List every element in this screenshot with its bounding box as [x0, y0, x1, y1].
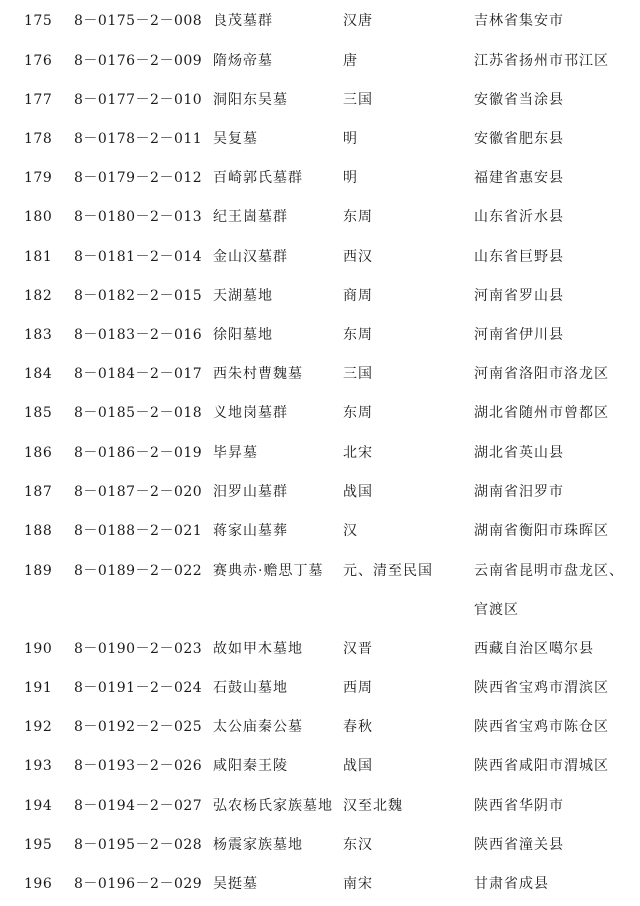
- table-row: [0, 560, 640, 582]
- site-code: 8－0179－2－012: [74, 170, 203, 186]
- table-row: [0, 873, 640, 895]
- site-code: 8－0185－2－018: [74, 405, 203, 421]
- table-row: [0, 677, 640, 699]
- table-row: [0, 795, 640, 817]
- table-row: [0, 285, 640, 307]
- site-era: 明: [343, 170, 358, 186]
- site-location: 云南省昆明市盘龙区、: [474, 563, 624, 579]
- row-number: 196: [24, 876, 53, 892]
- row-number: 187: [24, 484, 53, 500]
- site-name: 吴复墓: [213, 131, 258, 147]
- site-name: 赛典赤·赡思丁墓: [213, 563, 324, 579]
- table-row: [0, 167, 640, 189]
- site-era: 汉: [343, 523, 358, 539]
- site-era: 东汉: [343, 837, 373, 853]
- site-code: 8－0175－2－008: [74, 13, 203, 29]
- site-location: 山东省巨野县: [474, 249, 564, 265]
- site-era: 明: [343, 131, 358, 147]
- row-number: 183: [24, 327, 53, 343]
- site-era: 东周: [343, 327, 373, 343]
- site-code: 8－0190－2－023: [74, 641, 203, 657]
- table-row: [0, 206, 640, 228]
- site-location: 湖北省随州市曾都区: [474, 405, 609, 421]
- site-code: 8－0187－2－020: [74, 484, 203, 500]
- site-code: 8－0180－2－013: [74, 209, 203, 225]
- site-location: 河南省伊川县: [474, 327, 564, 343]
- row-number: 193: [24, 758, 53, 774]
- site-code: 8－0177－2－010: [74, 92, 203, 108]
- site-era: 三国: [343, 366, 373, 382]
- table-row: [0, 834, 640, 856]
- site-name: 弘农杨氏家族墓地: [213, 798, 333, 814]
- site-name: 汨罗山墓群: [213, 484, 288, 500]
- site-code: 8－0186－2－019: [74, 445, 203, 461]
- table-row: [0, 442, 640, 464]
- site-era: 南宋: [343, 876, 373, 892]
- site-name: 太公庙秦公墓: [213, 719, 303, 735]
- site-code: 8－0194－2－027: [74, 798, 203, 814]
- site-name: 杨震家族墓地: [213, 837, 303, 853]
- site-location: 西藏自治区噶尔县: [474, 641, 594, 657]
- site-code: 8－0182－2－015: [74, 288, 203, 304]
- site-location: 湖南省衡阳市珠晖区: [474, 523, 609, 539]
- table-row: [0, 50, 640, 72]
- site-location: 河南省洛阳市洛龙区: [474, 366, 609, 382]
- table-row: [0, 128, 640, 150]
- site-name: 毕昇墓: [213, 445, 258, 461]
- site-name: 天湖墓地: [213, 288, 273, 304]
- site-location: 河南省罗山县: [474, 288, 564, 304]
- row-number: 182: [24, 288, 53, 304]
- site-location: 江苏省扬州市邗江区: [474, 53, 609, 69]
- row-number: 190: [24, 641, 53, 657]
- site-era: 战国: [343, 758, 373, 774]
- site-code: 8－0189－2－022: [74, 563, 203, 579]
- site-code: 8－0178－2－011: [74, 131, 203, 147]
- site-name: 纪王崮墓群: [213, 209, 288, 225]
- site-name: 故如甲木墓地: [213, 641, 303, 657]
- table-row: [0, 10, 640, 32]
- site-location: 陕西省宝鸡市渭滨区: [474, 680, 609, 696]
- row-number: 185: [24, 405, 53, 421]
- row-number: 186: [24, 445, 53, 461]
- site-code: 8－0184－2－017: [74, 366, 203, 382]
- site-name: 蒋家山墓葬: [213, 523, 288, 539]
- site-era: 元、清至民国: [343, 563, 433, 579]
- table-row: [0, 402, 640, 424]
- row-number: 181: [24, 249, 53, 265]
- site-era: 东周: [343, 209, 373, 225]
- site-code: 8－0193－2－026: [74, 758, 203, 774]
- site-code: 8－0192－2－025: [74, 719, 203, 735]
- site-name: 徐阳墓地: [213, 327, 273, 343]
- site-code: 8－0195－2－028: [74, 837, 203, 853]
- table-row: [0, 481, 640, 503]
- row-number: 176: [24, 53, 53, 69]
- site-location: 湖南省汨罗市: [474, 484, 564, 500]
- table-row: [0, 89, 640, 111]
- site-location: 安徽省当涂县: [474, 92, 564, 108]
- site-era: 东周: [343, 405, 373, 421]
- table-row: [0, 716, 640, 738]
- site-code: 8－0196－2－029: [74, 876, 203, 892]
- site-location: 陕西省潼关县: [474, 837, 564, 853]
- site-era: 汉唐: [343, 13, 373, 29]
- site-era: 三国: [343, 92, 373, 108]
- site-location-continued: 官渡区: [474, 602, 519, 618]
- site-location: 陕西省华阴市: [474, 798, 564, 814]
- table-row: [0, 638, 640, 660]
- row-number: 189: [24, 563, 53, 579]
- row-number: 188: [24, 523, 53, 539]
- site-code: 8－0188－2－021: [74, 523, 203, 539]
- site-name: 咸阳秦王陵: [213, 758, 288, 774]
- row-number: 178: [24, 131, 53, 147]
- table-row: [0, 246, 640, 268]
- table-row: [0, 363, 640, 385]
- site-location: 安徽省肥东县: [474, 131, 564, 147]
- table-row: [0, 755, 640, 777]
- site-code: 8－0181－2－014: [74, 249, 203, 265]
- row-number: 195: [24, 837, 53, 853]
- site-era: 汉晋: [343, 641, 373, 657]
- site-location: 福建省惠安县: [474, 170, 564, 186]
- row-number: 192: [24, 719, 53, 735]
- site-location: 陕西省咸阳市渭城区: [474, 758, 609, 774]
- site-code: 8－0176－2－009: [74, 53, 203, 69]
- site-era: 战国: [343, 484, 373, 500]
- site-code: 8－0183－2－016: [74, 327, 203, 343]
- site-era: 西汉: [343, 249, 373, 265]
- site-name: 百崎郭氏墓群: [213, 170, 303, 186]
- site-era: 汉至北魏: [343, 798, 403, 814]
- site-name: 金山汉墓群: [213, 249, 288, 265]
- site-location: 湖北省英山县: [474, 445, 564, 461]
- site-location: 陕西省宝鸡市陈仓区: [474, 719, 609, 735]
- site-name: 良茂墓群: [213, 13, 273, 29]
- site-name: 义地岗墓群: [213, 405, 288, 421]
- site-era: 唐: [343, 53, 358, 69]
- site-name: 吴挺墓: [213, 876, 258, 892]
- row-number: 184: [24, 366, 53, 382]
- row-number: 191: [24, 680, 53, 696]
- site-location: 吉林省集安市: [474, 13, 564, 29]
- site-code: 8－0191－2－024: [74, 680, 203, 696]
- site-name: 隋炀帝墓: [213, 53, 273, 69]
- table-row-continuation: [0, 599, 640, 621]
- site-location: 甘肃省成县: [474, 876, 549, 892]
- site-era: 北宋: [343, 445, 373, 461]
- site-name: 洞阳东吴墓: [213, 92, 288, 108]
- site-name: 西朱村曹魏墓: [213, 366, 303, 382]
- site-name: 石鼓山墓地: [213, 680, 288, 696]
- row-number: 175: [24, 13, 53, 29]
- site-era: 春秋: [343, 719, 373, 735]
- row-number: 177: [24, 92, 53, 108]
- row-number: 179: [24, 170, 53, 186]
- table-row: [0, 520, 640, 542]
- site-era: 西周: [343, 680, 373, 696]
- row-number: 180: [24, 209, 53, 225]
- site-location: 山东省沂水县: [474, 209, 564, 225]
- table-row: [0, 324, 640, 346]
- site-era: 商周: [343, 288, 373, 304]
- row-number: 194: [24, 798, 53, 814]
